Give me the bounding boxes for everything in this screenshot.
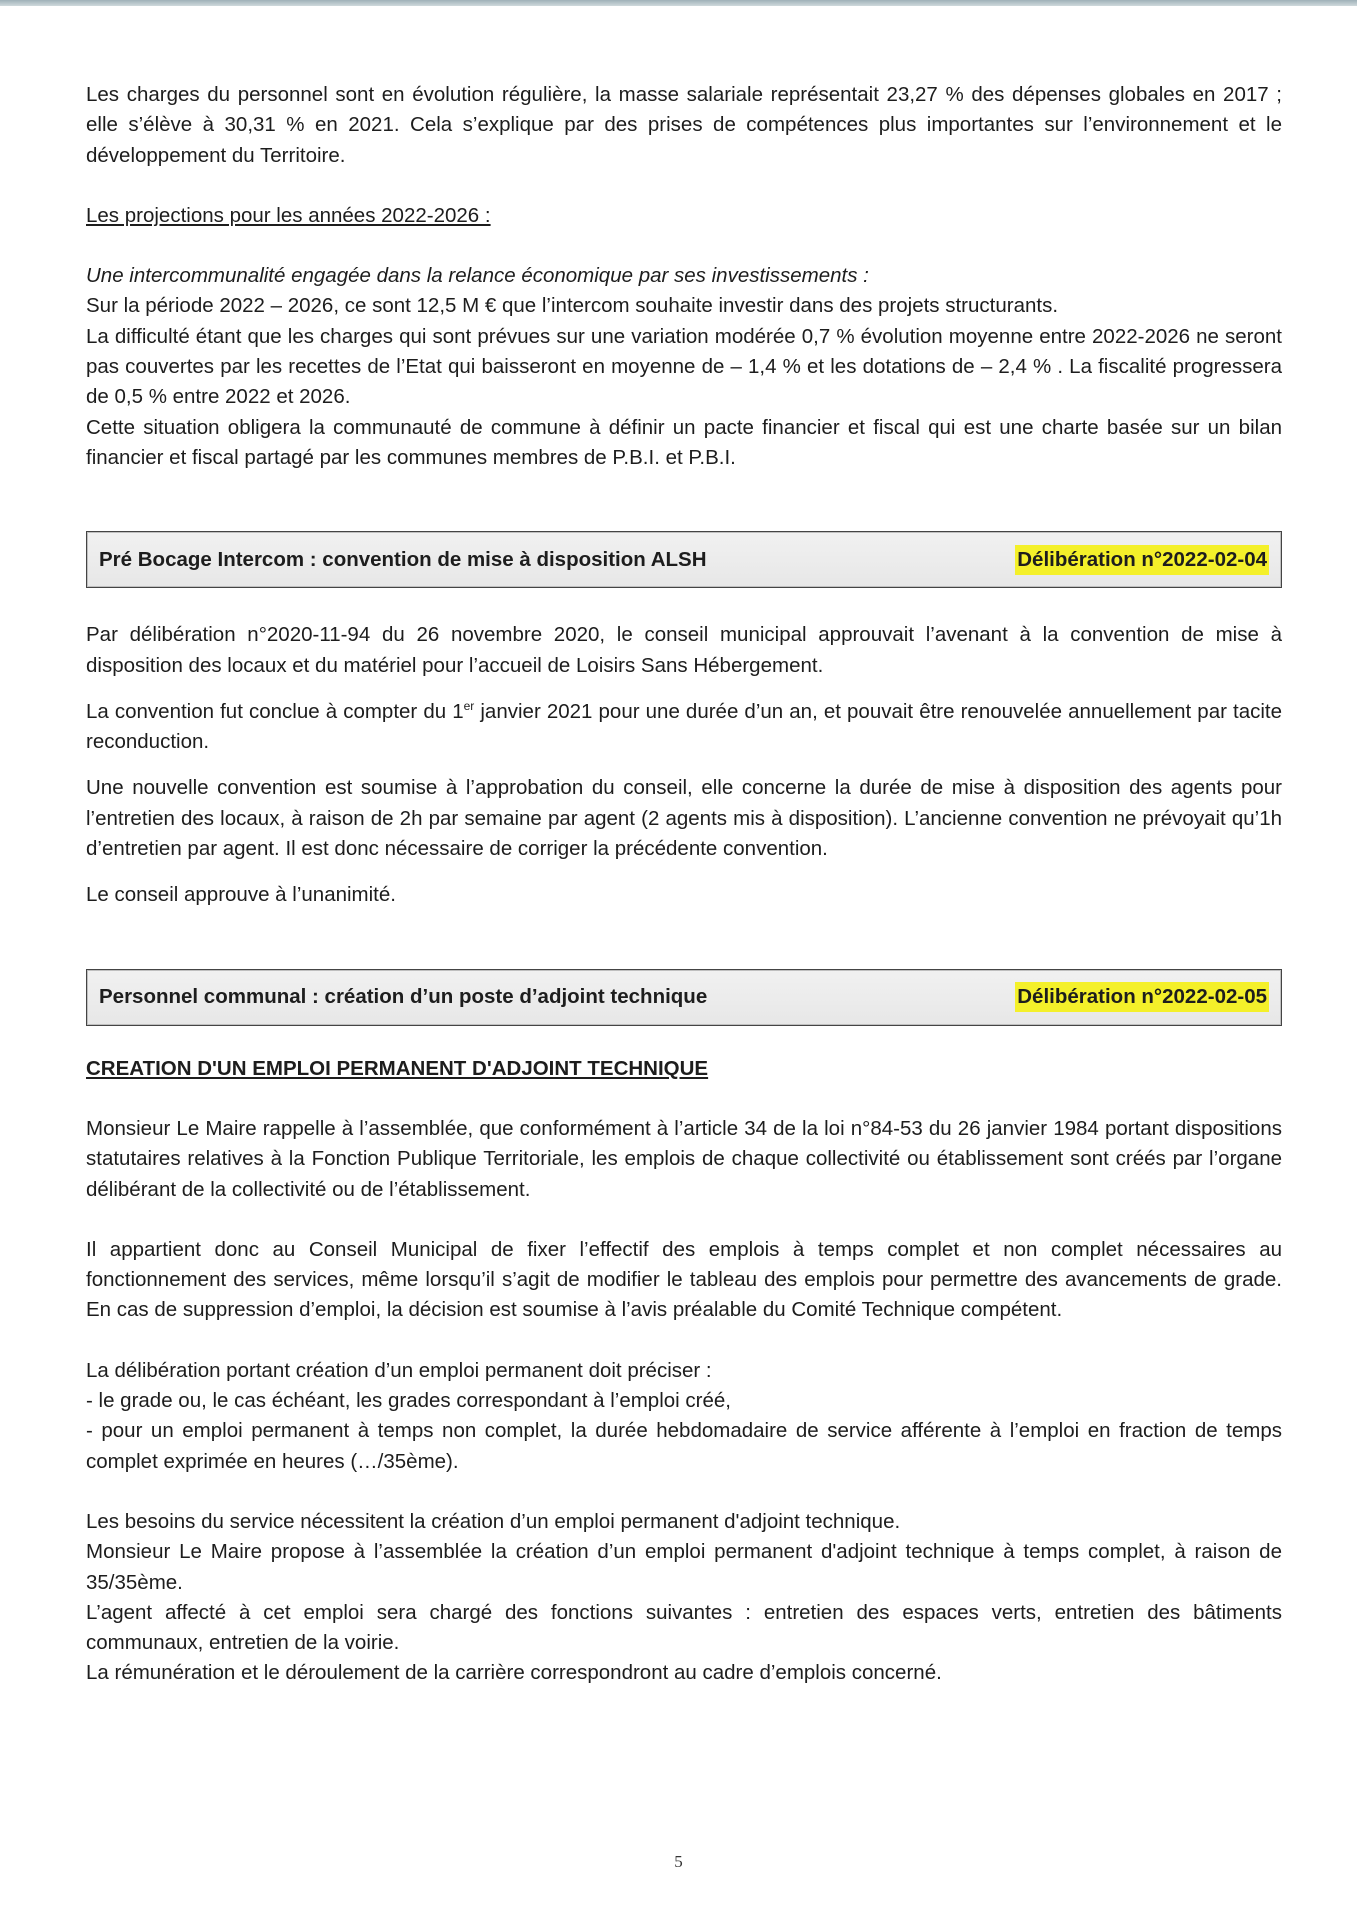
section-title: Pré Bocage Intercom : convention de mise à disposition ALSH [99, 547, 707, 571]
section-header-alsh [86, 531, 1282, 588]
page-number: 5 [674, 1852, 683, 1871]
alsh-paragraph-2: La convention fut conclue à compter du 1er janvier 2021 pour une durée d’un an, et pouvait être renouvelée annuellement par tacite reconduction. [86, 699, 1282, 754]
paragraph-personnel-charges: Les charges du personnel sont en évolution régulière, la masse salariale représentait 23,27 % des dépenses globales en 2017 ; elle s’élève à 30,31 % en 2021. Cela s’explique par des prises de compétences plus importantes sur l’environnement et le développement du Territoire. [86, 83, 1282, 167]
deliberation-requirements-line: La délibération portant création d’un emploi permanent doit préciser : [86, 1358, 712, 1382]
fonctions-line: L’agent affecté à cet emploi sera chargé des fonctions suivantes : entretien des espaces verts, entretien des bâtiments communaux, entretien de la voirie. [86, 1600, 1282, 1655]
remuneration-line: La rémunération et le déroulement de la carrière correspondront au cadre d’emplois concerné. [86, 1661, 942, 1685]
besoins-service-line: Les besoins du service nécessitent la création d’un emploi permanent d'adjoint technique. [86, 1509, 901, 1533]
projections-pact-paragraph: Cette situation obligera la communauté de commune à définir un pacte financier et fiscal qui est une charte basée sur un bilan financier et fiscal partagé par les communes membres de P.B.I. et P.B.I. [86, 415, 1282, 469]
alsh-paragraph-3: Une nouvelle convention est soumise à l’approbation du conseil, elle concerne la durée de mise à disposition des agents pour l’entretien des locaux, à raison de 2h par semaine par agent (2 agents mis à disposition). L’ancienne convention ne prévoyait qu’1h d’entretien par agent. Il est donc nécessaire de corriger la précédente convention. [86, 776, 1282, 861]
proposition-line: Monsieur Le Maire propose à l’assemblée la création d’un emploi permanent d'adjoint technique à temps complet, à raison de 35/35ème. [86, 1540, 1282, 1594]
creation-heading: CREATION D'UN EMPLOI PERMANENT D'ADJOINT TECHNIQUE [86, 1056, 709, 1080]
maire-rappel-paragraph: Monsieur Le Maire rappelle à l’assemblée, que conformément à l’article 34 de la loi n°84-53 du 26 janvier 1984 portant dispositions statutaires relatives à la Fonction Publique Territoriale, les emplois de chaque collectivité ou établissement sont créés par l’organe délibérant de la collectivité ou de l’établissement. [86, 1116, 1282, 1201]
top-rule [0, 0, 1357, 6]
projections-heading: Les projections pour les années 2022-2026 : [86, 203, 491, 227]
requirement-duree-line: - pour un emploi permanent à temps non complet, la durée hebdomadaire de service afférente à l’emploi en fraction de temps complet exprimée en heures (…/35ème). [86, 1419, 1282, 1473]
projections-investment-line: Sur la période 2022 – 2026, ce sont 12,5 M € que l’intercom souhaite investir dans des projets structurants. [86, 294, 1059, 318]
projections-italic-subheading: Une intercommunalité engagée dans la relance économique par ses investissements : [86, 264, 869, 288]
deliberation-number-badge: Délibération n°2022-02-05 [1015, 982, 1269, 1012]
projections-difficulty-paragraph: La difficulté étant que les charges qui sont prévues sur une variation modérée 0,7 % évolution moyenne entre 2022-2026 ne seront pas couvertes par les recettes de l’Etat qui baisseront en moyenne de – 1,4 % et les dotations de – 2,4 % . La fiscalité progressera de 0,5 % entre 2022 et 2026. [86, 324, 1282, 409]
conseil-effectif-paragraph: Il appartient donc au Conseil Municipal de fixer l’effectif des emplois à temps complet et non complet nécessaires au fonctionnement des services, même lorsqu’il s’agit de modifier le tableau des emplois pour permettre des avancements de grade. En cas de suppression d’emploi, la décision est soumise à l’avis préalable du Comité Technique compétent. [86, 1237, 1282, 1322]
alsh-paragraph-1: Par délibération n°2020-11-94 du 26 novembre 2020, le conseil municipal approuvait l’avenant à la convention de mise à disposition des locaux et du matériel pour l’accueil de Loisirs Sans Hébergement. [86, 623, 1282, 677]
section-title: Personnel communal : création d’un poste d’adjoint technique [99, 985, 708, 1009]
page-content [86, 80, 1282, 1689]
deliberation-number-badge: Délibération n°2022-02-04 [1015, 545, 1269, 575]
section-header-adjoint-technique [86, 969, 1282, 1026]
requirement-grade-line: - le grade ou, le cas échéant, les grades correspondant à l’emploi créé, [86, 1389, 731, 1413]
alsh-approval: Le conseil approuve à l’unanimité. [86, 883, 396, 907]
